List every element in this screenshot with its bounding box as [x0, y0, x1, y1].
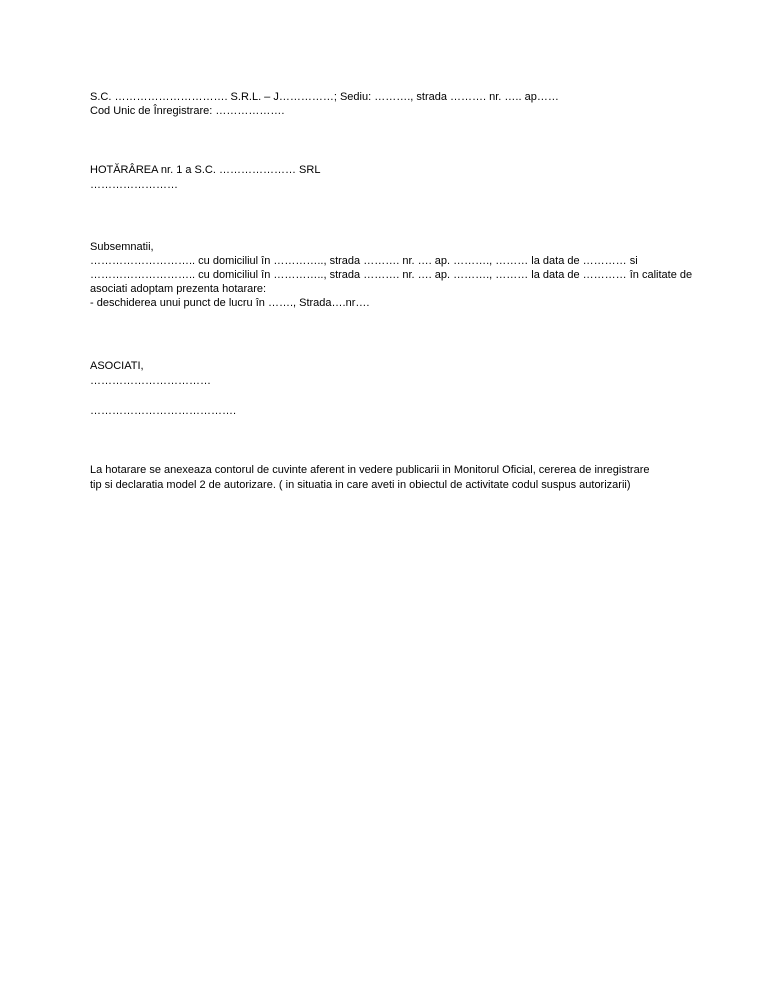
salutation: Subsemnatii,	[90, 241, 154, 253]
decision-title: HOTĂRÂREA nr. 1 a S.C. ………………… SRL	[90, 164, 321, 176]
continuation-line: asociati adoptam prezenta hotarare:	[90, 283, 267, 295]
associate-1-line: ……………………….. cu domiciliul în ………….., strada ………. nr. …. ap. ………., ……… la data de ………… si	[90, 255, 638, 267]
annex-note-line-1: La hotarare se anexeaza contorul de cuvinte aferent in vedere publicarii in Monitorul Oficial, cererea de inregistrare	[90, 464, 650, 476]
registration-code-line: Cod Unic de Înregistrare: ……………….	[90, 105, 285, 117]
associate-2-line: ……………………….. cu domiciliul în ………….., strada ………. nr. …. ap. ………., ……… la data de ………… în calitate de	[90, 269, 693, 281]
decision-item: - deschiderea unui punct de lucru în ……., Strada….nr….	[90, 297, 370, 309]
signature-line-2: ………………………………….	[90, 405, 237, 417]
associates-heading: ASOCIATI,	[90, 360, 144, 372]
signature-line-1: ……………………………	[90, 375, 211, 387]
body-paragraph	[90, 240, 693, 310]
company-header-line: S.C. …………………………. S.R.L. – J……………; Sediu: ………., strada ………. nr. ….. ap……	[90, 91, 559, 103]
decision-title-placeholder: ……………………	[90, 179, 178, 191]
annex-note-line-2: tip si declaratia model 2 de autorizare. ( in situatia in care aveti in obiectul de activitate codul suspus autorizarii)	[90, 479, 631, 491]
